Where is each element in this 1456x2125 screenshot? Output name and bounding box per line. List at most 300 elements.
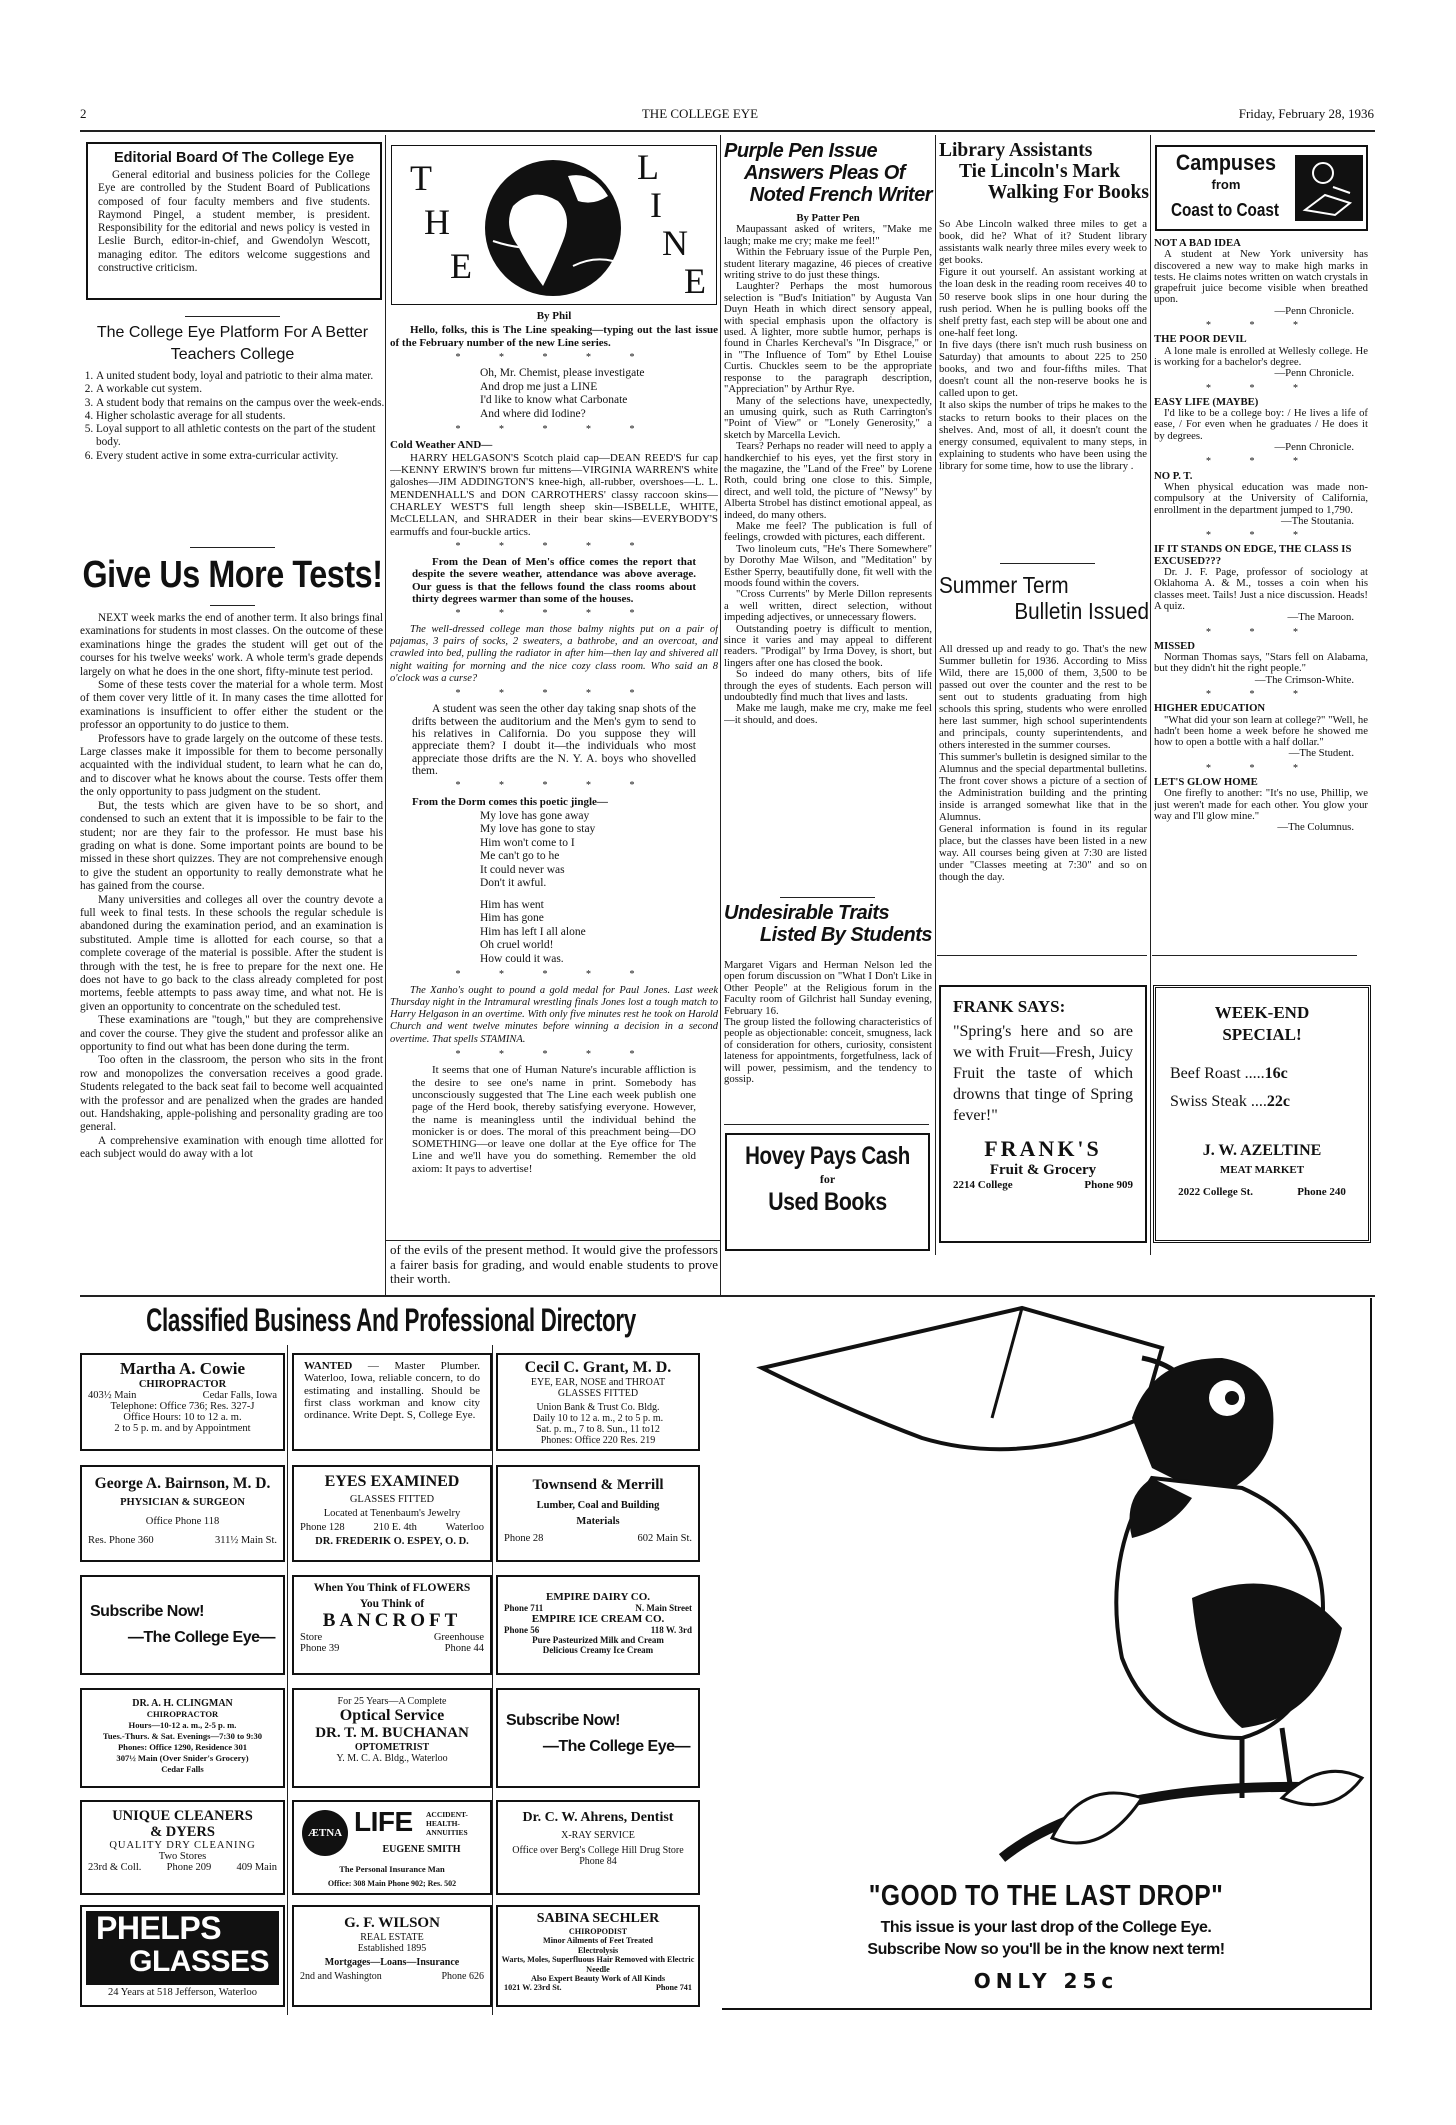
poem-line: Him has went: [480, 898, 544, 911]
campus-item-source: —The Columnus.: [1277, 821, 1354, 834]
aetna-logo-icon: ÆTNA: [302, 1810, 348, 1856]
campus-item: [1154, 471, 1368, 542]
ad-title: WEEK-END SPECIAL!: [1214, 1003, 1310, 1044]
column-rule: [1150, 135, 1151, 1255]
logo-letter: N: [662, 223, 688, 263]
campus-item-body: Norman Thomas says, "Stars fell on Alabama, but they didn't hit the right people.": [1154, 651, 1368, 675]
campus-item-body: I'd like to be a college boy: / He lives a life of ease, / For even when he graduates / He does it by degrees.: [1154, 407, 1368, 442]
campus-item-title: NOT A BAD IDEA: [1154, 238, 1241, 249]
paragraph: Laughter? Perhaps the most humorous selection is "Bud's Initiation" by Augusta Van Duyn Heath in which direct sensory appeal, with special emphasis upon the olfactory is used. A lighter, more subtle humor, perhaps is found in Charles Kercheval's "In Disgrace," or in "The Influence of Tom" by Ethel Louise Curtis. Chuckles seem to be the appropriate response to the paragraph description, "Appreciation" by Arthur Rye.: [724, 280, 932, 396]
purple-pen-article: [724, 213, 932, 895]
ad-name: & DYERS: [150, 1824, 215, 1840]
ad-townsend: [496, 1465, 700, 1562]
paragraph: The group listed the following characteristics of people as objectionable: conceit, smugness, lack of consideration for others, curiosity, consistent lateness for appointments, forgetfulness, lack of will power, pessimism, and the tendency to gossip.: [724, 1016, 932, 1086]
divider: [780, 897, 875, 898]
ad-line: Hovey Pays Cash: [745, 1142, 910, 1170]
ad-name: Dr. C. W. Ahrens, Dentist: [522, 1810, 674, 1825]
ad-line: CHIROPRACTOR: [138, 1379, 227, 1390]
ad-line: N. Main Street: [635, 1603, 692, 1613]
divider: [1000, 563, 1095, 564]
ad-line: Phone 128: [300, 1522, 345, 1533]
ad-line: 24 Years at 518 Jefferson, Waterloo: [108, 1987, 257, 1998]
ad-line: Hours—10-12 a. m., 2-5 p. m.: [128, 1720, 237, 1730]
ad-subscribe: [80, 1575, 285, 1675]
editorial-board-text: General editorial and business policies for the College Eye are controlled by the Student Board of Publications composed of four faculty members and five students. Raymond Pingel, a student member, is president. Responsibility for the editorial and news policy is vested in Leslie Burch, editor-in-chief, and Gwendolyn Wescott, managing editor. The editors welcome suggestions and constructive criticism.: [98, 169, 370, 275]
ad-unique-cleaners: [80, 1800, 285, 1895]
ad-line: 311½ Main St.: [214, 1535, 277, 1546]
logo-letter: E: [450, 246, 472, 286]
subscription-line-2: Subscribe Now so you'll be in the know next term!: [867, 1941, 1225, 1958]
library-headline: [939, 140, 1149, 203]
headline-line: Walking For Books: [987, 182, 1149, 203]
frank-ad: [939, 985, 1147, 1243]
ad-line: Phone 28: [504, 1533, 544, 1544]
xanho-text: The Xanho's ought to pound a gold medal for Paul Jones. Last week Thursday night in the Intramural wrestling finals Jones lost a tough match to Harry Helgason in an overtime. With only five minutes rest he took on Harold Church and went twelve minutes before winning a decision in a second overtime. That spells STAMINA.: [390, 984, 718, 1045]
ad-line: Sat. p. m., 7 to 8. Sun., 11 to12: [536, 1424, 660, 1435]
purple-pen-body: [724, 224, 932, 726]
campus-item-source: —Penn Chronicle.: [1274, 304, 1354, 317]
ad-line: Mortgages—Loans—Insurance: [324, 1957, 460, 1968]
ad-line: Phone 84: [579, 1856, 617, 1867]
poem-line: My love has gone to stay: [480, 823, 596, 836]
campus-item-body: One firefly to another: "It's no use, Phillip, we just weren't made for each other. You glow your way and I'll glow mine.": [1154, 787, 1368, 822]
ad-line: CHIROPRACTOR: [146, 1709, 219, 1719]
dean-text: From the Dean of Men's office comes the report that despite the severe weather, attendance was above average. Our guess is that the fellows found the class rooms about thirty degrees warmer than some of the houses.: [412, 556, 696, 606]
paper-name: THE COLLEGE EYE: [641, 106, 759, 121]
the-line-logo: [391, 145, 717, 305]
ad-empire: [496, 1575, 700, 1675]
ad-line: You Think of: [359, 1598, 425, 1610]
ad-line: 403½ Main: [88, 1390, 137, 1401]
ad-name: UNIQUE CLEANERS: [112, 1808, 253, 1824]
item-name: Beef Roast .....: [1170, 1065, 1265, 1082]
dorm-poem-stanza-2: [390, 899, 718, 967]
divider: [1152, 955, 1357, 956]
ad-line: Office Hours: 10 to 12 a. m.: [123, 1412, 242, 1423]
paragraph: Too often in the classroom, the person who sits in the front row and monopolizes the conversation receives a good grade. Students relegated to the back seat fail to become well acquainted with the professor and are penalized when the grades are handed out. Handshaking, apple-polishing and personality grading are too general.: [80, 1054, 383, 1134]
campus-item: [1154, 641, 1368, 700]
campus-item-source: —Penn Chronicle.: [1274, 367, 1354, 380]
ad-line: 307½ Main (Over Snider's Grocery): [116, 1753, 249, 1763]
ad-line: for: [819, 1172, 836, 1186]
bird-drinking-cup-illustration: [722, 1298, 1370, 1878]
cold-text: HARRY HELGASON'S Scotch plaid cap—DEAN REED'S fur cap—KENNY ERWIN'S brown fur mittens—VIRGINIA WARREN'S white galoshes—JIM ADDINGTON'S knee-high, all-rubber, overshoes—L. L. MENDENHALL'S and DON CARROTHERS' classy raccoon skins—CHARLEY WEST'S full length sheep skin—ISBELLE, WHITE, McCLELLAN, and SHRADER in their bear skins—EVERYBODY'S earmuffs and four-buckle artics.: [390, 451, 718, 538]
platform-item: 2. A workable cut system.: [96, 383, 385, 396]
ad-line: Also Expert Beauty Work of All Kinds: [530, 1974, 666, 1984]
paragraph: This summer's bulletin is designed similar to the Alumnus and the special departmental bulletins. The front cover shows a picture of a section of the Administration building and the printing inside is arranged somewhat like that in the Alumnus.: [939, 751, 1147, 823]
ad-line: 118 W. 3rd: [650, 1625, 692, 1635]
ad-line: OPTOMETRIST: [354, 1742, 430, 1753]
ad-title: PHELPS: [96, 1910, 222, 1946]
ad-title: EYES EXAMINED: [324, 1473, 460, 1490]
directory-title: Classified Business And Professional Directory: [146, 1302, 636, 1338]
subscription-price: ONLY 25c: [973, 1969, 1119, 1993]
ad-subscribe-2: [496, 1688, 700, 1788]
ad-line: X-RAY SERVICE: [561, 1830, 635, 1841]
separator-stars: * * * * *: [455, 608, 653, 620]
campus-item-body: A student at New York university has discovered a new way to make high marks in tests. He claims notes written on watch crystals in grapefruit juice become visible when breathed upon.: [1154, 248, 1368, 306]
paragraph: Professors have to grade largely on the outcome of these tests. Large classes make it impossible for them to become personally acquainted with the individual student, to learn what he can do, and to discover what he knows about the course. Tests offer them the only opportunity to pass judgment on the student.: [80, 732, 383, 799]
ad-line: Res. Phone 360: [88, 1535, 154, 1546]
tests-continuation: of the evils of the present method. It would give the professors a fairer basis for grading, and would enable students to prove their worth.: [390, 1242, 718, 1286]
ad-line: Delicious Creamy Ice Cream: [542, 1645, 654, 1655]
headline-line: Purple Pen Issue: [724, 140, 878, 162]
separator-stars: * * * * *: [455, 540, 653, 552]
library-body: [939, 218, 1147, 558]
ad-line: PHYSICIAN & SURGEON: [120, 1497, 245, 1508]
ad-line: Store: [300, 1632, 323, 1643]
paragraph: Margaret Vigars and Herman Nelson led the open forum discussion on "What I Don't Like in Other People" at the Religious forum in the Faculty room of Gilchrist hall Sunday evening, February 16.: [724, 960, 932, 1017]
ad-name: DR. T. M. BUCHANAN: [315, 1725, 469, 1741]
name-in-print-text: It seems that one of Human Nature's incurable affliction is the desire to see one's name in print. Somebody has unconsciously suggested that The Line each week publish one page of the Herd book, thereby satisfying everyone. However, the name is meaningless until the individual behind the monicker is or does. The moral of this preachment being—DO SOMETHING—or leave one dollar at the Eye office for The Line and we'll have you do something. Remember the old axiom: It pays to advertise!: [412, 1064, 696, 1175]
separator-stars: * * *: [1206, 456, 1316, 468]
column-rule: [720, 135, 721, 1295]
ad-address: 2214 College: [953, 1179, 1013, 1191]
ad-line: Phones: Office 220 Res. 219: [540, 1435, 656, 1446]
paragraph: NEXT week marks the end of another term. It also brings final examinations for students in most classes. On the outcome of these examinations hinge the grades the student will get out of the courses for his twelve weeks' work. A whole term's grade depends largely on what he does in the one short, fifty-minute test period.: [80, 612, 383, 678]
ad-name: Cecil C. Grant, M. D.: [524, 1359, 672, 1376]
paragraph: Outstanding poetry is difficult to mention, since it varies and may appeal to different readers. "Prodigal" by Irma Dovey, is short, but lingers after one has closed the book.: [724, 622, 932, 669]
paragraph: These examinations are "tough," but they are comprehensive and cover the course. They give the student and professor alike an opportunity to find out what has been done during the term.: [80, 1014, 383, 1053]
ad-line: Lumber, Coal and Building: [536, 1500, 660, 1511]
ad-line: ACCIDENT-HEALTH-ANNUITIES: [426, 1810, 468, 1837]
campuses-items: [1154, 238, 1368, 950]
ad-line: Office: 308 Main Phone 902; Res. 502: [327, 1879, 457, 1888]
ad-buchanan: [292, 1688, 492, 1788]
ad-line: EYE, EAR, NOSE and THROAT: [530, 1377, 666, 1388]
headline-line: Answers Pleas Of: [744, 162, 905, 184]
dorm-poem: [390, 810, 718, 891]
masthead-rule: [80, 130, 1375, 132]
ad-name: DR. A. H. CLINGMAN: [132, 1698, 233, 1709]
ad-espey: [292, 1465, 492, 1562]
logo-letter: L: [637, 147, 659, 187]
separator-stars: * * *: [1206, 762, 1316, 774]
logo-letter: H: [424, 202, 450, 242]
ad-name: Martha A. Cowie: [119, 1359, 246, 1378]
the-line-column: [390, 310, 718, 1235]
platform-item: 5. Loyal support to all athletic contests on the part of the student body.: [96, 423, 385, 450]
poem-line: Don't it awful.: [480, 877, 547, 890]
ad-name: SABINA SECHLER: [536, 1911, 660, 1926]
ad-title: WANTED: [304, 1360, 353, 1372]
ad-phone: Phone 240: [1297, 1186, 1346, 1198]
weekend-special-ad: [1153, 985, 1371, 1243]
ad-line: DR. FREDERIK O. ESPEY, O. D.: [315, 1536, 469, 1547]
ad-wilson: [292, 1905, 492, 2007]
campus-item: [1154, 703, 1368, 774]
poem-line: Him has gone: [480, 912, 544, 925]
ad-text: — Master Plumber. Waterloo, Iowa, reliable concern, to do estimating and installing. Should be first class workman and know city ordinance. Write Dept. S, College Eye.: [304, 1360, 480, 1422]
poem-line: Me can't go to he: [480, 850, 560, 863]
dorm-heading: From the Dorm comes this poetic jingle—: [412, 795, 608, 808]
undesirable-body: [724, 960, 932, 1120]
campus-item-source: —Penn Chronicle.: [1274, 441, 1354, 454]
item-price: 16c: [1264, 1065, 1288, 1082]
tests-article-body: [80, 612, 383, 1282]
platform-item: 1. A united student body, loyal and patriotic to their alma mater.: [96, 370, 385, 383]
paragraph: So Abe Lincoln walked three miles to get a book, did he? What of it? Student library assistants walk nearly three miles every week to get books.: [939, 218, 1147, 267]
price-item: [1170, 1088, 1368, 1116]
divider: [190, 547, 275, 548]
ad-line: 1021 W. 23rd St.: [504, 1983, 562, 1993]
dressed-text: The well-dressed college man those balmy nights put on a pair of pajamas, 3 pairs of socks, 2 sweaters, a bathrobe, and an overcoat, and crawled into bed, pulling the radiator in after him—then lay and shivered all night waiting for morning and the nice cozy class room. Who said an 8 o'clock was a curse?: [390, 623, 718, 684]
ad-line: For 25 Years—A Complete: [337, 1696, 447, 1707]
ad-line: Cedar Falls: [161, 1764, 204, 1774]
ad-line: Pure Pasteurized Milk and Cream: [532, 1635, 664, 1645]
ad-title: GLASSES: [129, 1945, 269, 1978]
paragraph: It also skips the number of trips he makes to the stacks to return books to their places on the shelves. And, most of all, it doesn't count the energy consumed, equivalent to many steps, in explaining to students who have been using the library for some time, how to use the library .: [939, 399, 1147, 472]
platform-list: [80, 370, 385, 463]
ad-subtitle: MEAT MARKET: [1219, 1164, 1305, 1176]
divider: [185, 316, 280, 317]
tests-headline: Give Us More Tests!: [82, 554, 383, 596]
column-rule: [935, 135, 936, 1255]
paragraph: Tears? Perhaps no reader will need to apply a handkerchief to his eyes, yet the first story in the magazine, the "Land of the Free" by Lorene Roth, could bring one close to this. Simple, direct, and well told, the picture of "Newsy" by Alberta Strobel has distinct emotional appeal, as indeed, do many others.: [724, 440, 932, 521]
ad-line: Waterloo: [445, 1522, 484, 1533]
ad-line: Office Phone 118: [145, 1516, 220, 1527]
subscription-ad: [722, 1298, 1372, 2010]
ad-title: FRANK SAYS:: [953, 997, 1066, 1016]
paragraph: Two linoleum cuts, "He's There Somewhere" by Dorothy Mae Wilson, and "Meditation" by Esther Sperry, beautifully done, fit well with the moods found within the covers.: [724, 542, 932, 589]
campuses-banner: [1155, 145, 1368, 231]
ad-quote: "Spring's here and so are we with Fruit—Fresh, Juicy Fruit the taste of which drowns that tinge of Spring fever!": [953, 1023, 1133, 1124]
campus-item-body: When physical education was made non-compulsory at the University of California, enrollment in the department jumped to 1,790.: [1154, 480, 1368, 516]
ad-clingman: [80, 1688, 285, 1788]
headline-line: Summer Term: [939, 572, 1069, 598]
ad-line: Cedar Falls, Iowa: [202, 1390, 277, 1401]
ad-line: REAL ESTATE: [360, 1932, 424, 1943]
ad-line: Union Bank & Trust Co. Bldg.: [536, 1402, 660, 1413]
section-rule: [80, 1295, 1375, 1297]
campus-item-title: MISSED: [1154, 639, 1195, 652]
poem-line: I'd like to know what Carbonate: [480, 394, 628, 407]
phelps-logo: [86, 1911, 279, 1985]
platform: [80, 322, 385, 463]
paragraph: But, the tests which are given have to be so short, and condensed to such an extent that it is impossible to be fair to the student; nor are they fair to the professor. He must base his grading on what is done. Some important points are bound to be missed in these short quizzes. They are not comprehensive enough to give the student an opportunity to really demonstrate what he has gained from the course.: [80, 799, 383, 893]
ad-phone: Phone 909: [1084, 1179, 1133, 1191]
headline-line: Listed By Students: [759, 924, 932, 946]
campus-item: [1154, 238, 1368, 331]
summer-body: [939, 643, 1147, 948]
price-item: [1170, 1060, 1368, 1088]
campus-item-source: —The Stoutania.: [1280, 514, 1354, 527]
separator-stars: * * *: [1206, 688, 1316, 700]
poem-line: And drop me just a LINE: [480, 380, 598, 393]
ad-line: 2 to 5 p. m. and by Appointment: [114, 1423, 251, 1434]
ad-name: EMPIRE ICE CREAM CO.: [531, 1613, 665, 1625]
campus-item-body: "What did your son learn at college?" "Well, he hadn't been home a week before he showed me how to open a bottle with a half dollar.": [1154, 713, 1368, 749]
paragraph: Many of the selections have, unexpectedly, an umusing quirk, such as Ruth Carrington's "Point of View" or "Lonely Generosity," a sketch by Marcella Levich.: [724, 394, 932, 441]
ad-line: Warts, Moles, Superfluous Hair Removed with Electric Needle: [501, 1955, 695, 1974]
poem-line: Oh cruel world!: [480, 939, 554, 952]
campus-item: [1154, 397, 1368, 468]
headline-line: Tie Lincoln's Mark: [959, 161, 1121, 182]
separator-stars: * * *: [1206, 382, 1316, 394]
ad-line: Phone 626: [441, 1971, 484, 1982]
ad-line: Established 1895: [357, 1943, 427, 1954]
divider: [937, 955, 1147, 956]
item-name: Swiss Steak ....: [1170, 1093, 1267, 1110]
ad-line: Phone 711: [504, 1603, 544, 1613]
undesirable-headline: [724, 902, 932, 946]
paragraph: So indeed do many others, bits of life through the eyes of students. Each person will undoubtedly find much that lives and lasts.: [724, 668, 932, 704]
divider: [385, 1240, 720, 1241]
ad-line: Office over Berg's College Hill Drug Store: [512, 1845, 684, 1856]
ad-sechler: [496, 1905, 700, 2007]
ad-bancroft: [292, 1575, 492, 1675]
separator-stars: * * * * *: [455, 969, 653, 981]
paragraph: Within the February issue of the Purple Pen, student literary magazine, 46 pieces of creative writing strive to do just these things.: [724, 246, 932, 282]
ad-line: Daily 10 to 12 a. m., 2 to 5 p. m.: [532, 1413, 664, 1424]
editorial-board-title: Editorial Board Of The College Eye: [113, 150, 355, 166]
ad-line: 602 Main St.: [637, 1533, 692, 1544]
ad-line: —The College Eye—: [542, 1738, 690, 1755]
campus-item-title: EASY LIFE (MAYBE): [1154, 395, 1259, 408]
ad-line: Phones: Office 1290, Residence 301: [117, 1742, 248, 1752]
paragraph: All dressed up and ready to go. That's the new Summer bulletin for 1936. According to Miss Wild, there are 15,000 of them, 3,500 to be passed out over the counter and the rest to be sent out to students graduating from high schools this spring, students who were enrolled here last summer, high school superintendents and principals, county superintendents, and others interested in the summer courses.: [939, 643, 1147, 751]
poem-line: It could never was: [480, 863, 565, 876]
campus-item: [1154, 544, 1368, 637]
ad-line: 210 E. 4th: [373, 1522, 417, 1533]
ad-line: 23rd & Coll.: [88, 1862, 142, 1873]
campus-item-title: THE POOR DEVIL: [1154, 333, 1247, 346]
ad-line: 2nd and Washington: [300, 1971, 382, 1982]
ad-line: Tues.-Thurs. & Sat. Evenings—7:30 to 9:30: [102, 1731, 263, 1741]
ad-grant: [496, 1353, 700, 1451]
platform-item: 3. A student body that remains on the campus over the week-ends.: [96, 397, 385, 410]
ad-line: Electrolysis: [577, 1945, 619, 1955]
ad-title: LIFE: [354, 1806, 413, 1837]
item-price: 22c: [1266, 1093, 1291, 1110]
campus-item-title: HIGHER EDUCATION: [1154, 702, 1266, 715]
intro: Hello, folks, this is The Line speaking—typing out the last issue of the February number of the new Line series.: [390, 324, 718, 349]
poem-line: How could it was.: [480, 952, 564, 965]
headline-line: Undesirable Traits: [724, 902, 890, 924]
ad-phelps: [80, 1905, 285, 2007]
logo-letter: I: [650, 185, 662, 225]
column-rule: [492, 1345, 493, 2015]
ad-line: Phone 209: [166, 1862, 212, 1873]
subscription-line-1: This issue is your last drop of the College Eye.: [880, 1919, 1212, 1936]
campus-item-body: A lone male is enrolled at Wellesly college. He is working for a bachelor's degree.: [1154, 344, 1368, 368]
campus-item-title: NO P. T.: [1154, 469, 1193, 482]
ad-name: George A. Bairnson, M. D.: [94, 1475, 271, 1492]
ad-line: Minor Ailments of Feet Treated: [543, 1936, 653, 1946]
paragraph: Some of these tests cover the material for a whole term. Most of them cover very little of it. In many cases the time allotted for examinations is insufficient to offer either the student or the professor an opportunity to do justice to them.: [80, 679, 383, 732]
separator-stars: * * * * *: [455, 780, 653, 792]
headline-line: Noted French Writer: [749, 184, 932, 206]
paragraph: Make me laugh, make me cry, make me feel—it should, and does.: [724, 702, 932, 726]
ad-line: The Personal Insurance Man: [339, 1864, 445, 1874]
page-number: 2: [80, 106, 87, 121]
byline: By Patter Pen: [796, 213, 860, 224]
paragraph: In five days (there isn't much rush business on Saturday) that amounts to about 225 to 250 books, and two and four-fifths miles. That doesn't count all the non-reserve books he is called upon to get.: [939, 338, 1147, 400]
ad-line: Phone 44: [444, 1643, 484, 1654]
reading-student-icon: [1295, 155, 1363, 221]
campus-item-source: —The Student.: [1288, 747, 1354, 760]
divider: [210, 605, 255, 606]
poem-line: Oh, Mr. Chemist, please investigate: [480, 367, 645, 380]
ad-name: Townsend & Merrill: [532, 1477, 664, 1493]
student-text: A student was seen the other day taking snap shots of the drifts between the auditorium and the Men's gym to send to his relatives in California. Do you suppose they will appreciate them? I doubt it—the individuals who most appreciate those drifts are the N. Y. A. boys who shovelled them.: [412, 703, 696, 777]
ad-line: When You Think of FLOWERS: [313, 1582, 471, 1594]
ad-line: GLASSES FITTED: [349, 1494, 435, 1505]
platform-title: The College Eye Platform For A Better Teachers College: [96, 324, 369, 363]
paragraph: Maupassant asked of writers, "Make me laugh; make me cry; make me feel!": [724, 223, 932, 247]
ad-line: 409 Main: [236, 1862, 277, 1873]
ad-bairnson: [80, 1465, 285, 1562]
campus-item-title: LET'S GLOW HOME: [1154, 776, 1258, 789]
ad-line: Used Books: [768, 1188, 887, 1216]
ad-name: BANCROFT: [322, 1610, 462, 1631]
separator-stars: * * * * *: [455, 424, 653, 436]
column-rule: [385, 135, 386, 1295]
ad-line: Phone 39: [300, 1643, 340, 1654]
paragraph: General information is found in its regular place, but the classes have been listed in a new way. All courses being given at 7:30 are listed under "Classes meeting at 7:30" and so on though the day.: [939, 823, 1147, 883]
poem-line: Him won't come to I: [480, 836, 575, 849]
paragraph: A comprehensive examination with enough time allotted for each subject would do away with a lot: [80, 1134, 383, 1161]
campus-item-source: —The Maroon.: [1287, 611, 1354, 624]
poem-line: And where did Iodine?: [480, 407, 586, 420]
ad-cowie: [80, 1353, 285, 1451]
separator-stars: * * * * *: [455, 351, 653, 363]
editorial-board-box: [86, 142, 382, 300]
ad-line: Greenhouse: [433, 1632, 484, 1643]
separator-stars: * * *: [1206, 530, 1316, 542]
separator-stars: * * *: [1206, 626, 1316, 638]
headline-line: Bulletin Issued: [1014, 598, 1149, 624]
issue-date: Friday, February 28, 1936: [1238, 106, 1374, 121]
ad-name: FRANK'S: [984, 1136, 1102, 1161]
ad-name: J. W. AZELTINE: [1202, 1142, 1322, 1159]
purple-pen-headline: [724, 140, 932, 206]
summer-headline: [939, 572, 1149, 624]
banner-line: Campuses: [1175, 150, 1277, 175]
divider: [724, 1124, 929, 1125]
logo-letter: T: [410, 158, 432, 198]
ad-line: QUALITY DRY CLEANING: [109, 1840, 256, 1851]
ad-line: Y. M. C. A. Bldg., Waterloo: [336, 1753, 448, 1764]
platform-item: 4. Higher scholastic average for all students.: [96, 410, 385, 423]
byline: By Phil: [536, 310, 572, 322]
paragraph: Make me feel? The publication is full of feelings, crowded with pictures, each different.: [724, 519, 932, 544]
campus-item: [1154, 777, 1368, 833]
separator-stars: * * * * *: [455, 688, 653, 700]
platform-item: 6. Every student active in some extra-curricular activity.: [96, 450, 385, 463]
separator-stars: * * *: [1206, 320, 1316, 332]
poem-line: Him has left I all alone: [480, 925, 586, 938]
separator-stars: * * * * *: [455, 1049, 653, 1061]
ad-line: Two Stores: [158, 1851, 207, 1862]
ad-wanted-plumber: [292, 1353, 492, 1451]
ad-line: Phone 56: [504, 1625, 540, 1635]
banner-line: from: [1211, 177, 1241, 192]
ad-line: Located at Tenenbaum's Jewelry: [323, 1508, 461, 1519]
ad-ahrens: [496, 1800, 700, 1895]
logo-letter: E: [684, 261, 706, 301]
ad-name: EUGENE SMITH: [382, 1844, 461, 1855]
subscription-headline: "GOOD TO THE LAST DROP": [868, 1880, 1224, 1912]
poem-line: My love has gone away: [480, 809, 590, 822]
ad-line: —The College Eye—: [127, 1629, 275, 1646]
paragraph: Many universities and colleges all over the country devote a full week to final tests. In these schools the regular schedule is abandoned during the examination period, and an examination is substituted. Ample time is allotted for each course, so that a complete coverage of the material is possible. After the student is through with the test, he is free to prepare for the next one. He does not have to go back to the class already completed for post mortems, feeble attempts to pass away time, and what not. He is given an opportunity to concentrate on the scheduled test.: [80, 893, 383, 1013]
ad-title: Optical Service: [339, 1707, 445, 1724]
paragraph: Figure it out yourself. An assistant working at the loan desk in the reading room receives 40 to 50 reserve book slips in one hour during the rush period. When he is pulling books off the shelf pretty fast, each step will be about one and one-half feet long.: [939, 266, 1147, 339]
ad-line: CHIROPODIST: [568, 1927, 628, 1936]
hovey-ad: [725, 1133, 930, 1251]
campus-item: [1154, 334, 1368, 393]
